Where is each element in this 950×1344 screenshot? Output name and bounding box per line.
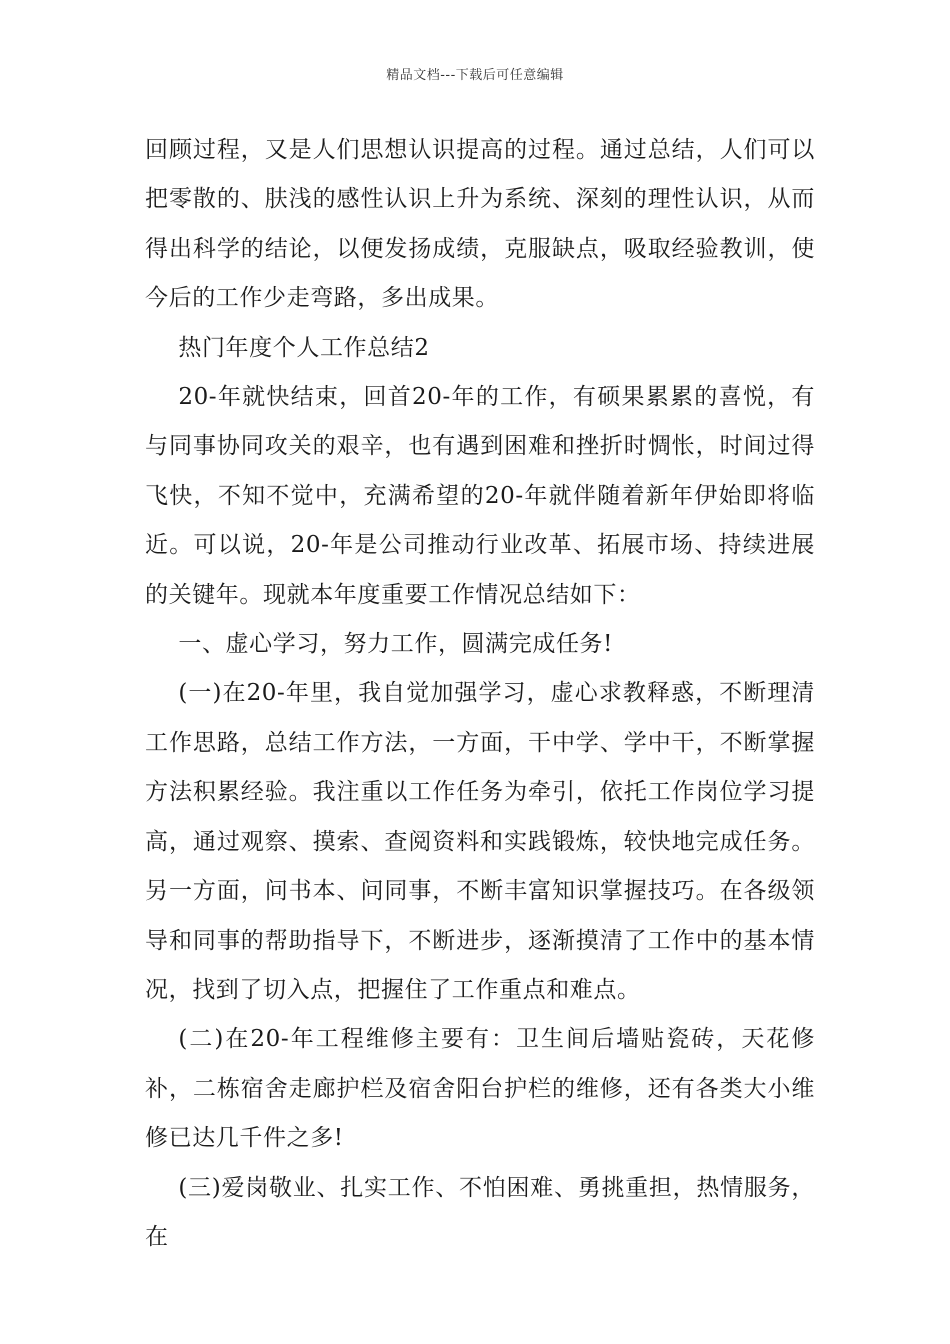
paragraph-continued: 回顾过程，又是人们思想认识提高的过程。通过总结，人们可以把零散的、肤浅的感性认识上升为系统、深刻的理性认识，从而得出科学的结论，以便发扬成绩，克服缺点，吸取经验教训，使今后的工作少走弯路，多出成果。: [145, 137, 815, 312]
page-header: 精品文档---下载后可任意编辑: [386, 68, 564, 83]
section-heading: 热门年度个人工作总结2: [178, 334, 430, 361]
paragraph: (三)爱岗敬业、扎实工作、不怕困难、勇挑重担，热情服务，在: [145, 1174, 815, 1250]
paragraph: 20-年就快结束，回首20-年的工作，有硕果累累的喜悦，有与同事协同攻关的艰辛，也有遇到困难和挫折时惆怅，时间过得飞快，不知不觉中，充满希望的20-年就伴随着新年伊始即将临近。可以说，20-年是公司推动行业改革、拓展市场、持续进展的关键年。现就本年度重要工作情况总结如下：: [145, 384, 815, 608]
paragraph: (一)在20-年里，我自觉加强学习，虚心求教释惑，不断理清工作思路，总结工作方法，一方面，干中学、学中干，不断掌握方法积累经验。我注重以工作任务为牵引，依托工作岗位学习提高，通过观察、摸索、查阅资料和实践锻炼，较快地完成任务。另一方面，问书本、问同事，不断丰富知识掌握技巧。在各级领导和同事的帮助指导下，不断进步，逐渐摸清了工作中的基本情况，找到了切入点，把握住了工作重点和难点。: [145, 680, 815, 1003]
subsection-heading: 一、虚心学习，努力工作，圆满完成任务!: [178, 631, 613, 658]
paragraph: (二)在20-年工程维修主要有：卫生间后墙贴瓷砖，天花修补，二栋宿舍走廊护栏及宿舍阳台护栏的维修，还有各类大小维修已达几千件之多!: [145, 1026, 815, 1152]
document-body: [145, 126, 815, 1262]
